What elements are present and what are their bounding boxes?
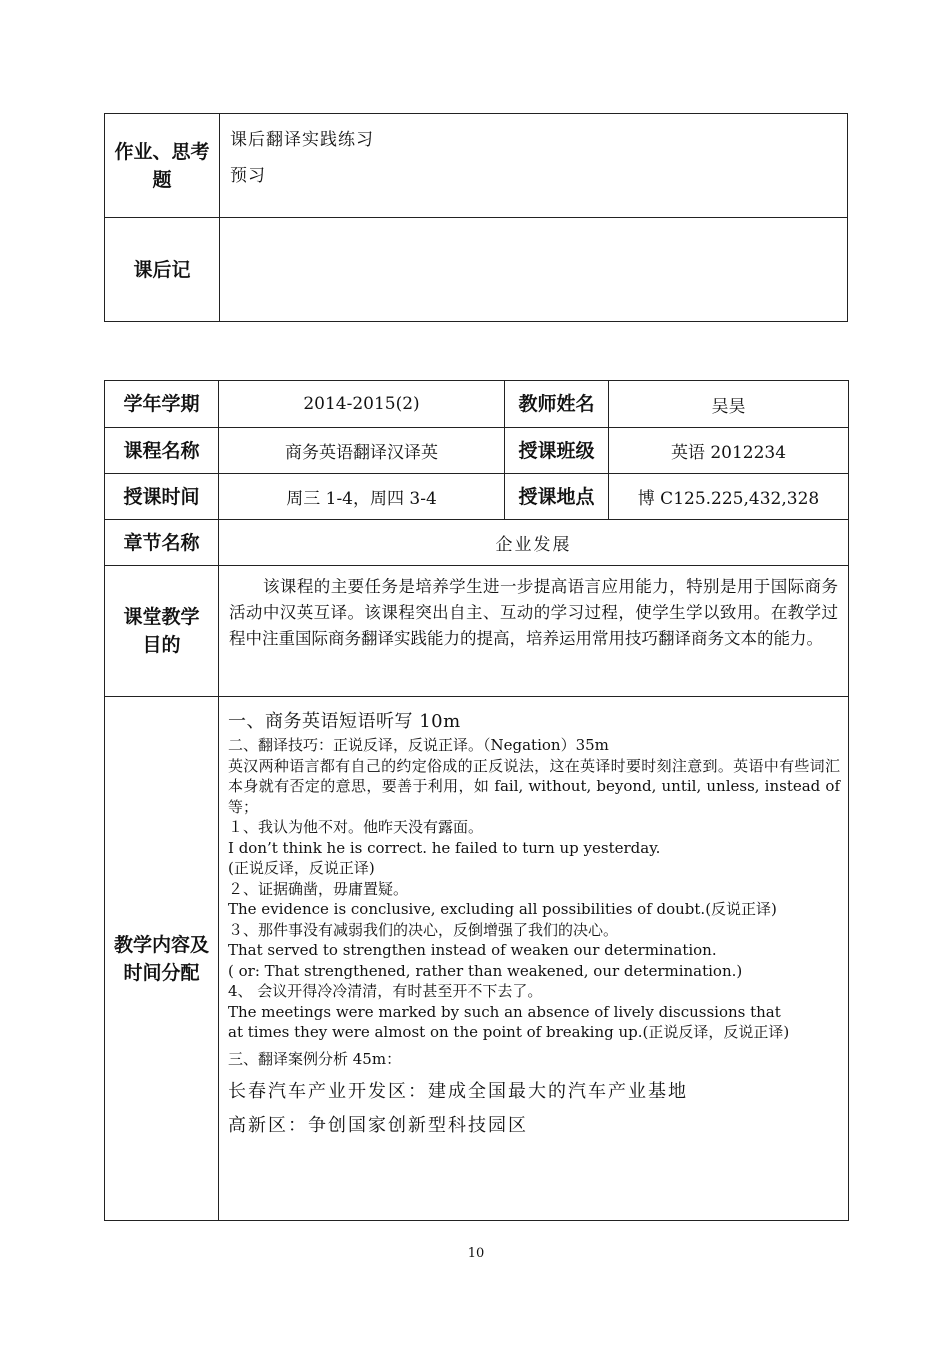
course-label: 课程名称 xyxy=(105,428,219,474)
content-label: 教学内容及时间分配 xyxy=(105,697,219,1221)
place-value: 博 C125.225,432,328 xyxy=(609,474,849,520)
content-line: 4、 会议开得冷冷清清，有时甚至开不下去了。 xyxy=(228,982,543,1000)
after-class-value xyxy=(220,218,848,322)
content-line: １、我认为他不对。他昨天没有露面。 xyxy=(228,818,484,836)
term-label: 学年学期 xyxy=(105,381,219,428)
after-class-label: 课后记 xyxy=(105,218,220,322)
content-line: 英汉两种语言都有自己的约定俗成的正反说法，这在英译时要时刻注意到。英语中有些词汇本身就有否定的意思，要善于利用，如 fail, without, beyond, until, unless, instead of 等； xyxy=(228,756,840,816)
content-line: 一、商务英语短语听写 10m xyxy=(228,711,461,732)
chapter-value: 企业发展 xyxy=(219,520,849,566)
content-line: ２、证据确凿，毋庸置疑。 xyxy=(228,879,409,898)
course-value: 商务英语翻译汉译英 xyxy=(219,428,505,474)
term-value: 2014-2015(2) xyxy=(219,381,505,428)
course-info-table xyxy=(104,380,849,1221)
content-line: I don’t think he is correct. he failed to turn up yesterday. xyxy=(228,838,661,857)
objective-label: 课堂教学目的 xyxy=(105,566,219,697)
content-line: The meetings were marked by such an absence of lively discussions that xyxy=(228,1002,781,1021)
objective-value: 该课程的主要任务是培养学生进一步提高语言应用能力，特别是用于国际商务活动中汉英互译。该课程突出自主、互动的学习过程，使学生学以致用。在教学过程中注重国际商务翻译实践能力的提高，培养运用常用技巧翻译商务文本的能力。 xyxy=(219,566,849,697)
content-line: 三、翻译案例分析 45m： xyxy=(228,1049,402,1068)
time-label: 授课时间 xyxy=(105,474,219,520)
teacher-label: 教师姓名 xyxy=(505,381,609,428)
content-line: The evidence is conclusive, excluding all possibilities of doubt.(反说正译) xyxy=(228,900,777,918)
content-line: ( or: That strengthened, rather than weakened, our determination.) xyxy=(228,961,743,980)
content-line: 长春汽车产业开发区：建成全国最大的汽车产业基地 xyxy=(228,1081,688,1102)
class-value: 英语 2012234 xyxy=(609,428,849,474)
homework-line: 课后翻译实践练习 xyxy=(230,130,374,150)
homework-value xyxy=(220,114,848,218)
content-line: at times they were almost on the point of breaking up.(正说反译，反说正译) xyxy=(228,1023,790,1041)
content-line: ３、那件事没有减弱我们的决心，反倒增强了我们的决心。 xyxy=(228,920,619,939)
page-number: 10 xyxy=(467,1246,485,1261)
class-label: 授课班级 xyxy=(505,428,609,474)
content-line: That served to strengthen instead of weaken our determination. xyxy=(228,941,717,959)
content-value xyxy=(219,697,849,1221)
content-line: 高新区：争创国家创新型科技园区 xyxy=(228,1115,528,1136)
teacher-value: 吴昊 xyxy=(609,381,849,428)
homework-line: 预习 xyxy=(230,166,266,186)
homework-table xyxy=(104,113,848,322)
content-line: (正说反译，反说正译) xyxy=(228,859,375,877)
chapter-label: 章节名称 xyxy=(105,520,219,566)
content-line: 二、翻译技巧：正说反译，反说正译。（Negation）35m xyxy=(228,736,609,754)
place-label: 授课地点 xyxy=(505,474,609,520)
time-value: 周三 1-4，周四 3-4 xyxy=(219,474,505,520)
homework-label: 作业、思考题 xyxy=(105,114,220,218)
